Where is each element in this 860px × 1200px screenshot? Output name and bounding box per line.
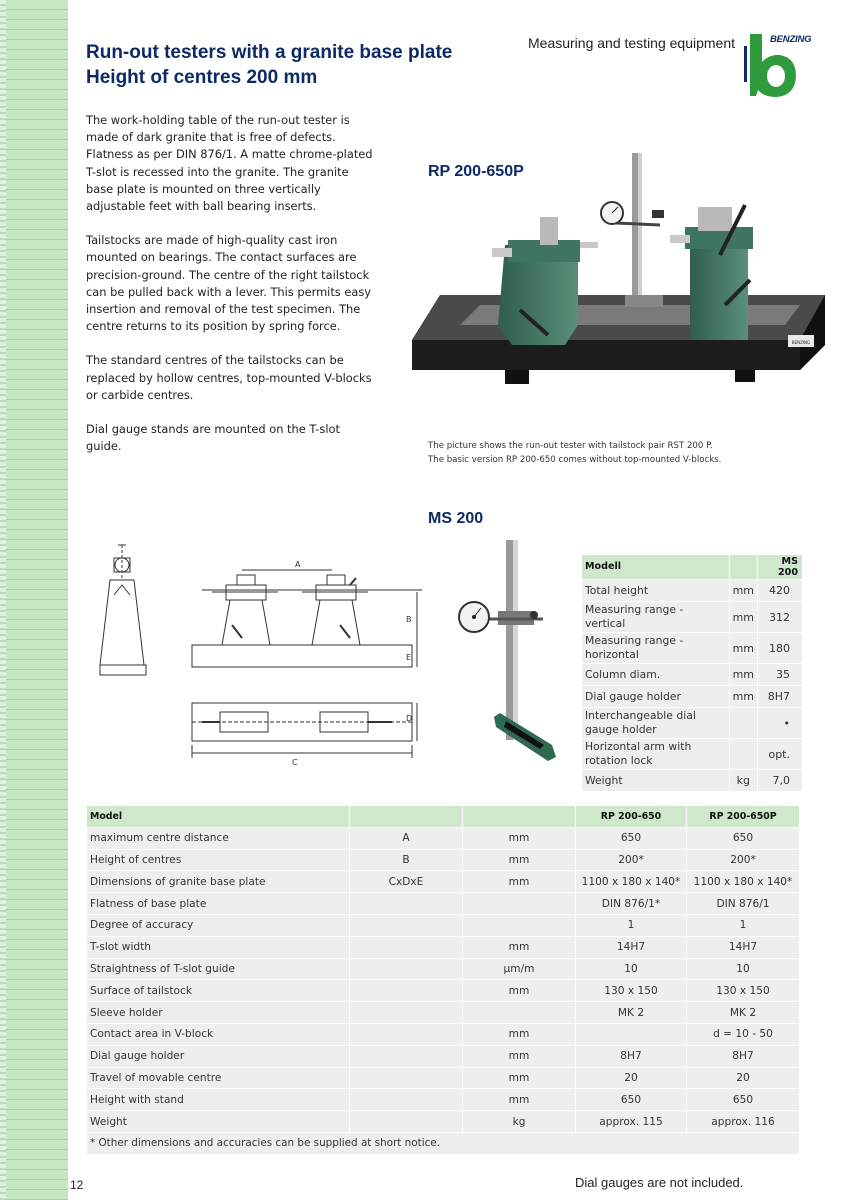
caption-line-2: The basic version RP 200-650 comes without top-mounted V-blocks.	[428, 455, 722, 465]
table-cell: mm	[730, 686, 757, 707]
table-cell: Measuring range - horizontal	[582, 633, 729, 663]
table-cell	[350, 959, 462, 980]
runout-tester-photo	[400, 145, 830, 425]
table-row	[87, 1002, 799, 1023]
caption-line-1: The picture shows the run-out tester with tailstock pair RST 200 P.	[428, 441, 713, 451]
table-cell: 7,0	[758, 770, 802, 791]
table-cell: 8H7	[576, 1046, 686, 1067]
dial-gauge-stand-photo	[448, 535, 576, 770]
table-cell: Total height	[582, 580, 729, 601]
table-row	[87, 937, 799, 958]
table-cell: mm	[463, 828, 575, 849]
intro-paragraph: The work-holding table of the run-out tester is made of dark granite that is free of defects. Flatness as per DIN 876/1. A matte chrome-plated T-slot is recessed into the granite. The granite base plate is mounted on three vertically adjustable feet with ball bearing inserts.	[86, 113, 373, 214]
table-row	[582, 739, 802, 769]
table-cell: MK 2	[576, 1002, 686, 1023]
dim-a-label: A	[295, 560, 301, 569]
table-cell: µm/m	[463, 959, 575, 980]
table-cell: CxDxE	[350, 871, 462, 892]
table-cell: opt.	[758, 739, 802, 769]
table-cell: 650	[687, 1089, 799, 1110]
table-cell: 180	[758, 633, 802, 663]
table-cell: Height of centres	[87, 850, 349, 871]
table-cell: 650	[687, 828, 799, 849]
table-cell	[730, 739, 757, 769]
table-cell	[350, 1089, 462, 1110]
table-cell: mm	[463, 1024, 575, 1045]
table-row	[582, 602, 802, 632]
table-cell	[350, 1068, 462, 1089]
table-cell: 10	[687, 959, 799, 980]
table-row	[87, 1046, 799, 1067]
table-footnote: * Other dimensions and accuracies can be supplied at short notice.	[87, 1133, 799, 1154]
table-cell	[350, 893, 462, 914]
table-cell: Degree of accuracy	[87, 915, 349, 936]
table-cell	[463, 915, 575, 936]
table-cell: Contact area in V-block	[87, 1024, 349, 1045]
table-cell: 312	[758, 602, 802, 632]
dim-c-label: C	[292, 758, 298, 767]
table-cell: DIN 876/1*	[576, 893, 686, 914]
plate-label: BENZING	[791, 340, 811, 345]
table-cell: 8H7	[687, 1046, 799, 1067]
header-cell	[350, 806, 462, 827]
table-cell: DIN 876/1	[687, 893, 799, 914]
table-cell	[463, 1002, 575, 1023]
table-cell: mm	[730, 633, 757, 663]
page-number: 12	[70, 1178, 84, 1192]
photo-caption	[428, 439, 828, 467]
product-label-ms200: MS 200	[428, 510, 484, 527]
table-row	[87, 850, 799, 871]
table-cell: 1100 x 180 x 140*	[576, 871, 686, 892]
table-footnote-row	[87, 1133, 799, 1154]
header-cell	[730, 555, 757, 579]
table-row	[87, 871, 799, 892]
table-cell: Dial gauge holder	[582, 686, 729, 707]
table-cell: Surface of tailstock	[87, 980, 349, 1001]
table-cell	[350, 937, 462, 958]
table-cell: 1	[576, 915, 686, 936]
table-cell: 20	[576, 1068, 686, 1089]
table-row	[582, 664, 802, 685]
table-cell: mm	[730, 580, 757, 601]
table-row	[582, 770, 802, 791]
table-cell: 14H7	[576, 937, 686, 958]
table-row	[87, 915, 799, 936]
table-cell: 35	[758, 664, 802, 685]
table-cell: kg	[730, 770, 757, 791]
technical-drawing	[92, 540, 432, 770]
table-row	[87, 1024, 799, 1045]
table-row	[582, 686, 802, 707]
table-cell: mm	[463, 871, 575, 892]
intro-paragraph: Dial gauge stands are mounted on the T-slot guide.	[86, 422, 340, 454]
table-row	[87, 1089, 799, 1110]
table-header-row	[87, 806, 799, 827]
table-cell: 14H7	[687, 937, 799, 958]
table-cell: mm	[463, 937, 575, 958]
table-row	[582, 633, 802, 663]
table-cell: B	[350, 850, 462, 871]
table-cell: mm	[463, 850, 575, 871]
table-cell: approx. 115	[576, 1111, 686, 1132]
table-cell: maximum centre distance	[87, 828, 349, 849]
intro-paragraph: The standard centres of the tailstocks can be replaced by hollow centres, top-mounted V-blocks or carbide centres.	[86, 353, 372, 402]
header-cell: RP 200-650P	[687, 806, 799, 827]
table-cell: Column diam.	[582, 664, 729, 685]
dim-e-label: E	[406, 653, 412, 662]
table-cell	[350, 980, 462, 1001]
table-cell: Measuring range - vertical	[582, 602, 729, 632]
table-cell: Weight	[87, 1111, 349, 1132]
table-cell	[576, 1024, 686, 1045]
table-cell: 200*	[687, 850, 799, 871]
table-cell	[350, 1046, 462, 1067]
dim-b-label: B	[406, 615, 412, 624]
brand-name: BENZING	[770, 34, 812, 45]
dim-d-label: D	[406, 714, 413, 723]
table-header-row	[582, 555, 802, 579]
table-cell: mm	[730, 664, 757, 685]
header-cell: RP 200-650	[576, 806, 686, 827]
header-cell: Model	[87, 806, 349, 827]
footer-note: Dial gauges are not included.	[575, 1175, 744, 1190]
title-line-1: Run-out testers with a granite base plate	[86, 42, 453, 63]
table-cell: 130 x 150	[687, 980, 799, 1001]
table-row	[87, 1068, 799, 1089]
table-cell	[463, 893, 575, 914]
table-cell: mm	[463, 1046, 575, 1067]
table-row	[582, 708, 802, 738]
table-cell: 1100 x 180 x 140*	[687, 871, 799, 892]
table-cell: Travel of movable centre	[87, 1068, 349, 1089]
table-cell: mm	[463, 1089, 575, 1110]
table-cell: kg	[463, 1111, 575, 1132]
table-cell: Horizontal arm with rotation lock	[582, 739, 729, 769]
table-cell: MK 2	[687, 1002, 799, 1023]
table-cell: 420	[758, 580, 802, 601]
ms200-spec-table	[581, 554, 803, 792]
intro-text	[86, 112, 378, 472]
table-cell	[350, 1002, 462, 1023]
table-cell: mm	[463, 1068, 575, 1089]
rp200-spec-table	[86, 805, 800, 1155]
header-cell: Modell	[582, 555, 729, 579]
product-label-rp200: RP 200-650P	[428, 163, 524, 180]
table-cell: Straightness of T-slot guide	[87, 959, 349, 980]
side-stripe	[0, 0, 68, 1200]
table-cell: A	[350, 828, 462, 849]
table-row	[582, 580, 802, 601]
table-cell: 10	[576, 959, 686, 980]
table-cell: 8H7	[758, 686, 802, 707]
title-line-2: Height of centres 200 mm	[86, 67, 318, 88]
table-row	[87, 1111, 799, 1132]
table-row	[87, 959, 799, 980]
table-cell: mm	[730, 602, 757, 632]
category-label: Measuring and testing equipment	[528, 35, 736, 51]
table-cell	[350, 915, 462, 936]
table-cell: Dimensions of granite base plate	[87, 871, 349, 892]
table-cell: 130 x 150	[576, 980, 686, 1001]
table-cell: •	[758, 708, 802, 738]
table-cell: 1	[687, 915, 799, 936]
table-cell: 200*	[576, 850, 686, 871]
table-cell	[730, 708, 757, 738]
table-cell	[350, 1024, 462, 1045]
table-cell: Weight	[582, 770, 729, 791]
table-cell: 650	[576, 828, 686, 849]
table-cell: 650	[576, 1089, 686, 1110]
table-row	[87, 828, 799, 849]
header-cell: MS 200	[758, 555, 802, 579]
table-cell: Interchangeable dial gauge holder	[582, 708, 729, 738]
table-cell: mm	[463, 980, 575, 1001]
header-cell	[463, 806, 575, 827]
table-cell: d = 10 - 50	[687, 1024, 799, 1045]
page-title	[86, 40, 452, 90]
table-row	[87, 980, 799, 1001]
table-cell: Dial gauge holder	[87, 1046, 349, 1067]
table-row	[87, 893, 799, 914]
table-cell: Sleeve holder	[87, 1002, 349, 1023]
table-cell: Flatness of base plate	[87, 893, 349, 914]
table-cell: T-slot width	[87, 937, 349, 958]
table-cell: 20	[687, 1068, 799, 1089]
table-cell	[350, 1111, 462, 1132]
table-cell: Height with stand	[87, 1089, 349, 1110]
intro-paragraph: Tailstocks are made of high-quality cast iron mounted on bearings. The contact surfaces are precision-ground. The centre of the right tailstock can be pulled back with a lever. This permits easy insertion and removal of the test specimen. The centre returns to its position by spring force.	[86, 233, 372, 334]
table-cell: approx. 116	[687, 1111, 799, 1132]
